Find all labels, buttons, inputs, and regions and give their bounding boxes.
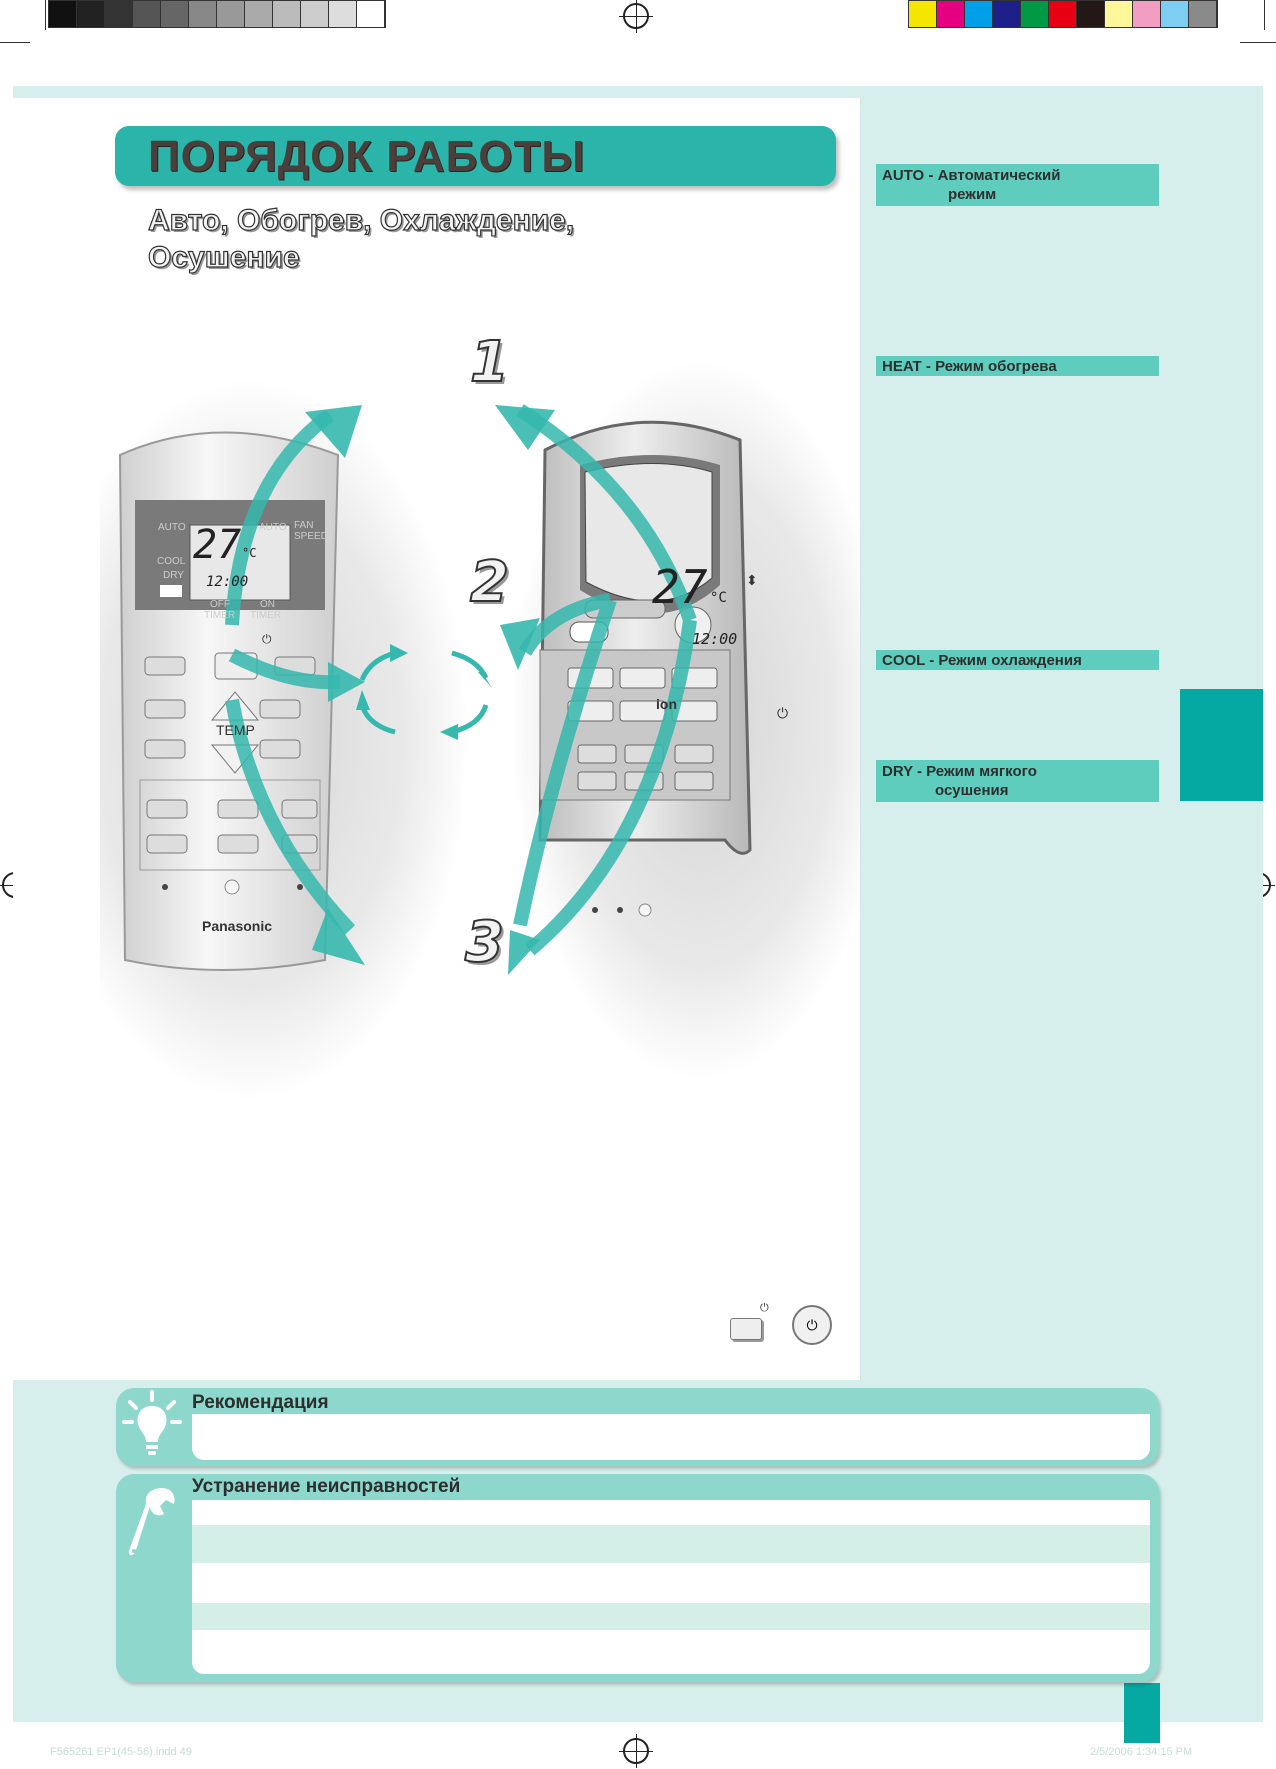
mode-dry-text2: осушения [935, 782, 1009, 799]
mode-dry-text: - Режим мягкого [912, 763, 1037, 780]
power-icon-small: ⏻ [760, 1302, 769, 1314]
step-number-1: 1 [470, 330, 509, 395]
wrench-icon [128, 1484, 178, 1564]
power-icon-right: ⏻ [777, 705, 789, 721]
label-timer-on: TIMER [250, 610, 282, 621]
power-button-small[interactable] [730, 1318, 762, 1340]
swing-icon: ⬍ [746, 572, 758, 588]
troubleshooting-title: Устранение неисправностей [192, 1476, 461, 1497]
page-subtitle: Авто, Обогрев, Охлаждение, Осушение [148, 204, 575, 274]
power-button-round[interactable]: ⏻ [792, 1305, 832, 1345]
grayscale-bar [48, 0, 386, 28]
label-auto-right: AUTO [259, 522, 287, 533]
registration-mark-top [623, 3, 649, 29]
mode-heat [876, 356, 1159, 376]
remote-illustration [100, 360, 860, 1100]
label-auto-left: AUTO [158, 522, 186, 533]
label-fan: FAN [294, 520, 314, 531]
mode-cool [876, 650, 1159, 670]
left-lcd-temp: 27 [193, 522, 242, 568]
step-number-3: 3 [465, 910, 504, 975]
troubleshooting-row [192, 1500, 1150, 1525]
mode-auto-text: - Автоматический [924, 167, 1061, 184]
label-on: ON [260, 599, 275, 610]
troubleshooting-row [192, 1630, 1150, 1674]
left-lcd-time: 12:00 [206, 574, 249, 590]
right-lcd-unit: °C [710, 590, 727, 606]
temp-label: TEMP [216, 722, 255, 738]
footer-file-info: F565261 EP1(45-56).indd 49 [50, 1746, 192, 1758]
crop-mark [0, 42, 30, 43]
power-icon: ⏻ [262, 632, 272, 646]
step-number-2: 2 [470, 550, 509, 615]
mode-auto [876, 164, 1159, 206]
troubleshooting-row [192, 1603, 1150, 1630]
right-lcd-time: 12:00 [692, 630, 738, 648]
right-lcd-temp: 27 [652, 560, 708, 614]
mode-heat-code: HEAT [882, 358, 922, 375]
mode-dry-code: DRY [882, 763, 913, 780]
page-title: ПОРЯДОК РАБОТЫ [148, 132, 586, 181]
footer-timestamp: 2/5/2006 1:34:15 PM [1090, 1746, 1193, 1758]
troubleshooting-row [192, 1563, 1150, 1603]
mode-auto-text2: режим [948, 186, 997, 203]
mode-auto-code: AUTO [882, 167, 925, 184]
crop-mark [1240, 42, 1276, 43]
left-lcd-unit: °C [242, 546, 257, 560]
page-tab [1124, 1683, 1160, 1743]
crop-mark [45, 0, 46, 30]
section-tab [1180, 689, 1263, 801]
mode-heat-text: - Режим обогрева [921, 358, 1057, 375]
label-off: OFF [210, 599, 230, 610]
recommendation-title: Рекомендация [192, 1392, 329, 1413]
lightbulb-icon [122, 1390, 182, 1460]
brand-logo: Panasonic [202, 918, 273, 934]
label-speed: SPEED [294, 531, 328, 542]
crop-mark [1264, 0, 1265, 30]
label-dry: DRY [163, 570, 184, 581]
ion-label: ion [656, 696, 677, 712]
registration-mark-bottom [623, 1738, 649, 1764]
troubleshooting-row [192, 1525, 1150, 1563]
recommendation-content [192, 1414, 1150, 1460]
label-cool: COOL [157, 556, 186, 567]
mode-cool-code: COOL [882, 652, 926, 669]
color-bar [908, 0, 1218, 28]
mode-cool-text: - Режим охлаждения [925, 652, 1082, 669]
label-timer-off: TIMER [204, 610, 236, 621]
mode-dry [876, 760, 1159, 802]
